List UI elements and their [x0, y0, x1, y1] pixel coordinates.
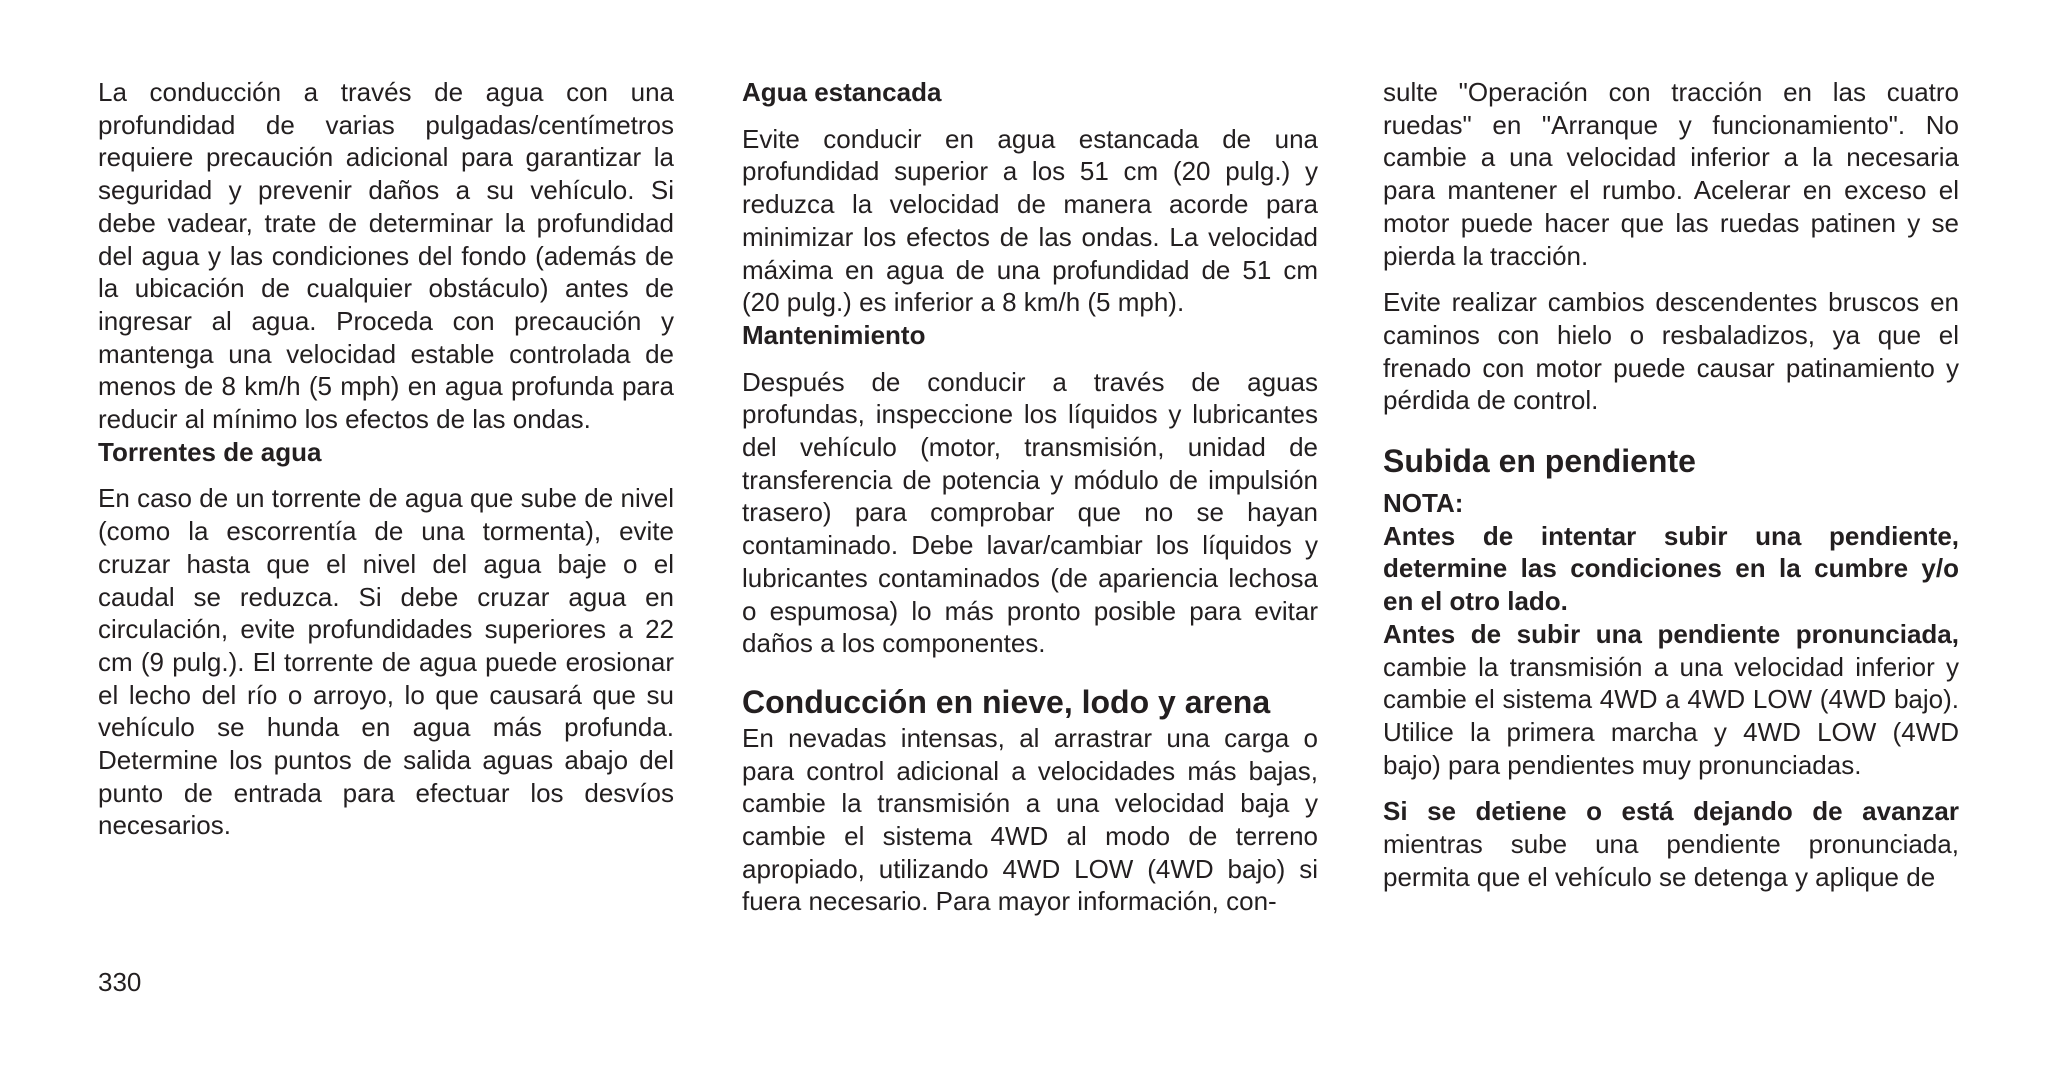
- note-paragraph: Antes de intentar subir una pendiente, determine las condiciones en la cumbre y/o en el otro lado.: [1383, 520, 1959, 617]
- steep-hill-lead: Antes de subir una pendiente pronunciada,: [1383, 618, 1959, 649]
- torrents-heading: Torrentes de agua: [98, 436, 322, 467]
- torrents-paragraph: En caso de un torrente de agua que sube de nivel (como la escorrentía de una tormenta), evite cruzar hasta que el nivel del agua baje o el caudal se reduzca. Si debe cruzar agua en circulación, evite profundidades superiores a 22 cm (9 pulg.). El torrente de agua puede erosionar el lecho del río o arroyo, lo que causará que su vehículo se hunda en agua más profunda. Determine los puntos de salida aguas abajo del punto de entrada para efectuar los desvíos necesarios.: [98, 483, 674, 841]
- stall-paragraph: [1383, 795, 1959, 893]
- column-middle: [742, 76, 1318, 918]
- standing-water-heading: Agua estancada: [742, 77, 942, 107]
- steep-hill-body: cambie la transmisión a una velocidad inferior y cambie el sistema 4WD a 4WD LOW (4WD bajo). Utilice la primera marcha y 4WD LOW (4WD bajo) para pendientes muy pronunciadas.: [1383, 651, 1959, 780]
- steep-hill-paragraph: [1383, 618, 1959, 782]
- deep-water-intro: La conducción a través de agua con una profundidad de varias pulgadas/centímetros requiere precaución adicional para garantizar la seguridad y prevenir daños a su vehículo. Si debe vadear, trate de determinar la profundidad del agua y las condiciones del fondo (además de la ubicación de cualquier obstáculo) antes de ingresar al agua. Proceda con precaución y mantenga una velocidad estable controlada de menos de 8 km/h (5 mph) en agua profunda para reducir al mínimo los efectos de las ondas.: [98, 77, 674, 435]
- stall-lead: Si se detiene o está dejando de avanzar: [1383, 796, 1959, 827]
- continued-paragraph: sulte "Operación con tracción en las cuatro ruedas" en "Arranque y funcionamiento". No cambie a una velocidad inferior a la necesaria para mantener el rumbo. Acelerar en exceso el motor puede hacer que las ruedas patinen y se pierda la tracción.: [1383, 77, 1959, 271]
- snow-mud-sand-title: Conducción en nieve, lodo y arena: [742, 683, 1271, 720]
- stall-body: mientras sube una pendiente pronunciada, permita que el vehículo se detenga y aplique de: [1383, 829, 1959, 892]
- column-left: [98, 76, 674, 842]
- page-number: 330: [98, 967, 142, 997]
- downshift-paragraph: Evite realizar cambios descendentes bruscos en caminos con hielo o resbaladizos, ya que el frenado con motor puede causar patinamiento y pérdida de control.: [1383, 287, 1959, 416]
- standing-water-paragraph: Evite conducir en agua estancada de una profundidad superior a los 51 cm (20 pulg.) y reduzca la velocidad de manera acorde para minimizar los efectos de las ondas. La velocidad máxima en agua de una profundidad de 51 cm (20 pulg.) es inferior a 8 km/h (5 mph).: [742, 123, 1318, 318]
- note-label: NOTA:: [1383, 488, 1464, 519]
- snow-mud-sand-paragraph: En nevadas intensas, al arrastrar una carga o para control adicional a velocidades más bajas, cambie la transmisión a una velocidad baja y cambie el sistema 4WD al modo de terreno apropiado, utilizando 4WD LOW (4WD bajo) si fuera necesario. Para mayor información, con-: [742, 722, 1318, 917]
- maintenance-heading: Mantenimiento: [742, 319, 926, 350]
- hill-climbing-title: Subida en pendiente: [1383, 443, 1696, 480]
- maintenance-paragraph: Después de conducir a través de aguas profundas, inspeccione los líquidos y lubricantes del vehículo (motor, transmisión, unidad de transferencia de potencia y módulo de impulsión trasero) para comprobar que no se hayan contaminado. Debe lavar/cambiar los líquidos y lubricantes contaminados (de apariencia lechosa o espumosa) lo más pronto posible para evitar daños a los componentes.: [742, 366, 1318, 659]
- column-right: [1383, 76, 1959, 893]
